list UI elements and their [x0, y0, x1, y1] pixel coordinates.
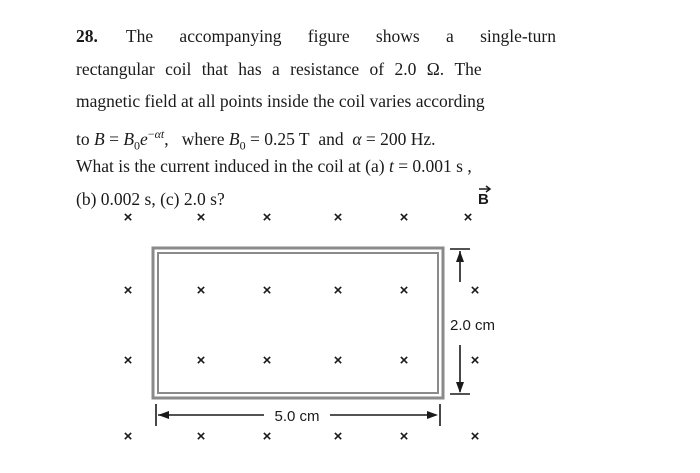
field-cross: × [333, 209, 343, 226]
field-cross: × [470, 428, 480, 445]
problem-line-6: (b) 0.002 s, (c) 2.0 s? [76, 188, 225, 209]
problem-number: 28. [76, 26, 98, 46]
field-cross: × [262, 428, 272, 445]
field-cross: × [262, 352, 272, 369]
field-cross: × [196, 428, 206, 445]
field-cross: × [262, 282, 272, 299]
problem-line-3: magnetic field at all points inside the coil varies according [76, 91, 485, 111]
field-cross: × [463, 209, 473, 226]
problem-line-2: rectangular coil that has a resistance of 2.0 Ω. The [76, 58, 482, 79]
field-cross: × [196, 282, 206, 299]
problem-line-1: 28. The accompanying figure shows a single-turn [76, 20, 556, 53]
height-label: 2.0 cm [450, 317, 496, 334]
width-label: 5.0 cm [274, 408, 320, 425]
field-cross: × [123, 352, 133, 369]
field-cross: × [333, 282, 343, 299]
coil-inner [158, 253, 438, 393]
problem-line-5: What is the current induced in the coil at (a) t = 0.001 s , [76, 156, 472, 176]
field-cross: × [470, 352, 480, 369]
field-cross: × [123, 209, 133, 226]
coil-outer [153, 248, 443, 398]
field-cross: × [196, 352, 206, 369]
field-cross: × [399, 209, 409, 226]
field-cross: × [196, 209, 206, 226]
field-cross: × [333, 428, 343, 445]
field-cross: × [262, 209, 272, 226]
field-cross: × [470, 282, 480, 299]
field-cross: × [333, 352, 343, 369]
field-cross: × [123, 428, 133, 445]
field-cross: × [399, 282, 409, 299]
field-cross: × [123, 282, 133, 299]
field-cross: × [399, 428, 409, 445]
problem-line-4: to $B = B_0e^{-\alpha t}$, where $B_0 = 0.25$ T and α = 200 Hz. [76, 126, 436, 152]
field-label: B [478, 191, 489, 208]
field-cross: × [399, 352, 409, 369]
